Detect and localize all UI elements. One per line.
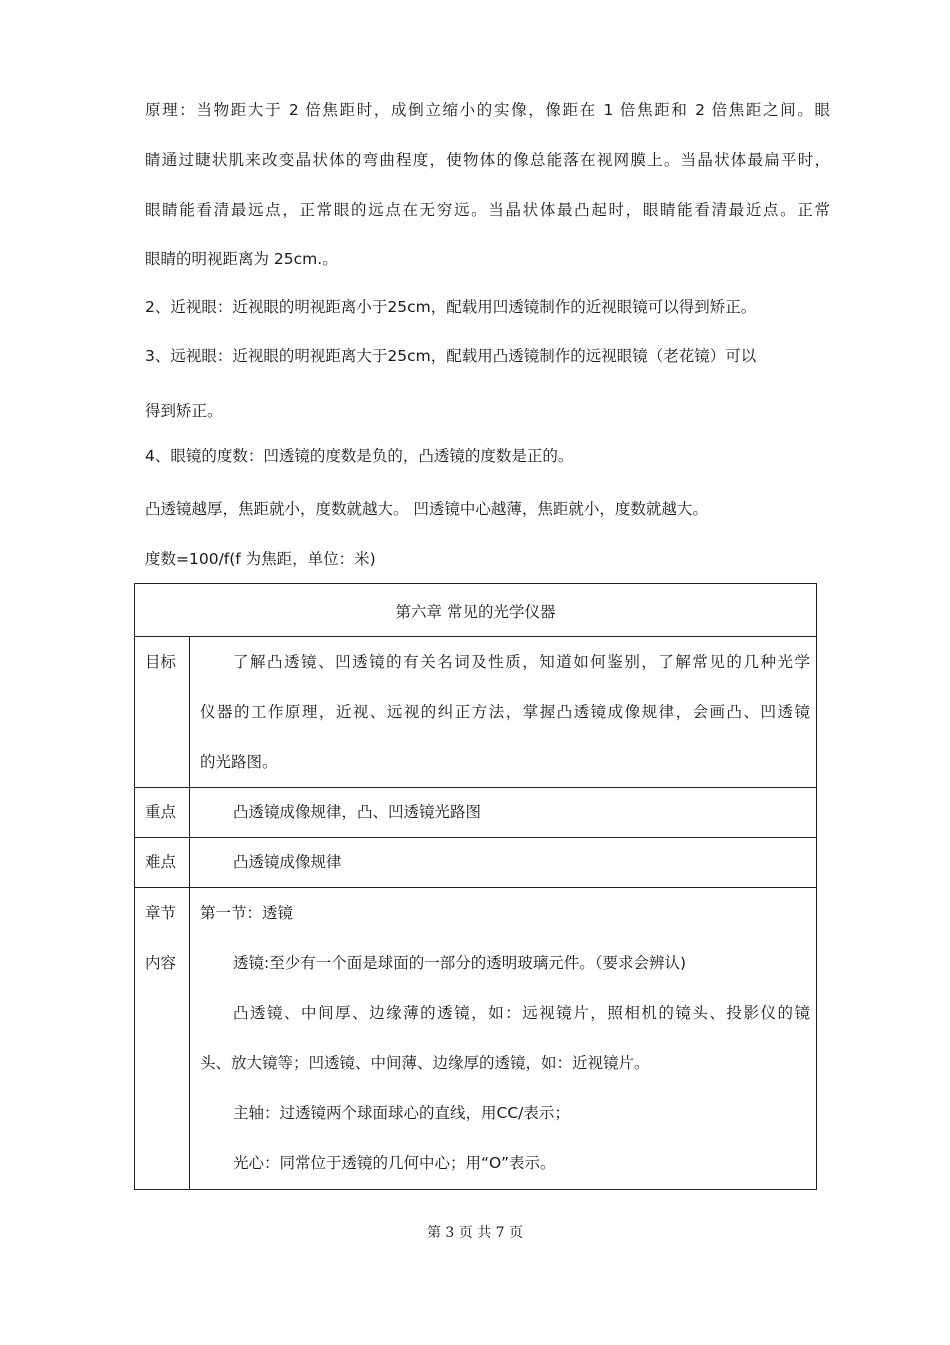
table-divider xyxy=(135,636,816,637)
diopter-paragraph: 4、眼镜的度数：凹透镜的度数是负的，凸透镜的度数是正的。 xyxy=(145,447,574,465)
convex-line-2: 头、放大镜等；凹透镜、中间薄、边缘厚的透镜，如：近视镜片。 xyxy=(200,1054,650,1072)
key-point-label: 重点 xyxy=(145,803,177,821)
principle-line-3: 眼睛能看清最远点，正常眼的远点在无穷远。当晶状体最凸起时，眼睛能看清最近点。正常 xyxy=(145,201,830,219)
table-column-divider xyxy=(189,636,190,1189)
goal-label: 目标 xyxy=(145,653,177,671)
principle-line-1: 原理：当物距大于 2 倍焦距时，成倒立缩小的实像，像距在 1 倍焦距和 2 倍焦距之间。眼 xyxy=(145,101,830,119)
lens-definition: 透镜:至少有一个面是球面的一部分的透明玻璃元件。（要求会辨认) xyxy=(233,954,687,972)
table-divider xyxy=(135,837,816,838)
thickness-paragraph: 凸透镜越厚，焦距就小，度数就越大。 凹透镜中心越薄，焦距就小，度数就越大。 xyxy=(145,500,708,518)
myopia-paragraph: 2、近视眼：近视眼的明视距离小于25cm，配载用凹透镜制作的近视眼镜可以得到矫正。 xyxy=(145,298,757,316)
table-divider xyxy=(135,887,816,888)
content-label-line-2: 内容 xyxy=(145,954,177,972)
optical-center-text: 光心：同常位于透镜的几何中心；用“O”表示。 xyxy=(233,1154,556,1172)
principle-line-4: 眼睛的明视距离为 25cm.。 xyxy=(145,250,338,268)
chapter-table xyxy=(134,583,817,1190)
hyperopia-line-1: 3、远视眼：近视眼的明视距离大于25cm，配载用凸透镜制作的远视眼镜（老花镜）可以 xyxy=(145,347,757,365)
section-title: 第一节：透镜 xyxy=(200,904,294,922)
key-point-text: 凸透镜成像规律，凸、凹透镜光路图 xyxy=(233,803,482,821)
diopter-formula: 度数=100/f(f 为焦距，单位：米) xyxy=(145,550,376,568)
principal-axis-text: 主轴：过透镜两个球面球心的直线，用CC/表示； xyxy=(233,1104,570,1122)
convex-line-1: 凸透镜、中间厚、边缘薄的透镜，如：远视镜片，照相机的镜头、投影仪的镜 xyxy=(233,1004,810,1022)
principle-line-2: 睛通过睫状肌来改变晶状体的弯曲程度，使物体的像总能落在视网膜上。当晶状体最扁平时， xyxy=(145,151,830,169)
difficulty-text: 凸透镜成像规律 xyxy=(233,853,342,871)
table-divider xyxy=(135,787,816,788)
difficulty-label: 难点 xyxy=(145,853,177,871)
goal-line-3: 的光路图。 xyxy=(200,753,278,771)
content-label-line-1: 章节 xyxy=(145,904,177,922)
page-footer: 第 3 页 共 7 页 xyxy=(426,1225,524,1241)
goal-line-2: 仪器的工作原理，近视、远视的纠正方法，掌握凸透镜成像规律，会画凸、凹透镜 xyxy=(200,703,810,721)
goal-line-1: 了解凸透镜、凹透镜的有关名词及性质，知道如何鉴别，了解常见的几种光学 xyxy=(233,653,810,671)
hyperopia-line-2: 得到矫正。 xyxy=(145,402,223,420)
table-title: 第六章 常见的光学仪器 xyxy=(395,603,556,621)
